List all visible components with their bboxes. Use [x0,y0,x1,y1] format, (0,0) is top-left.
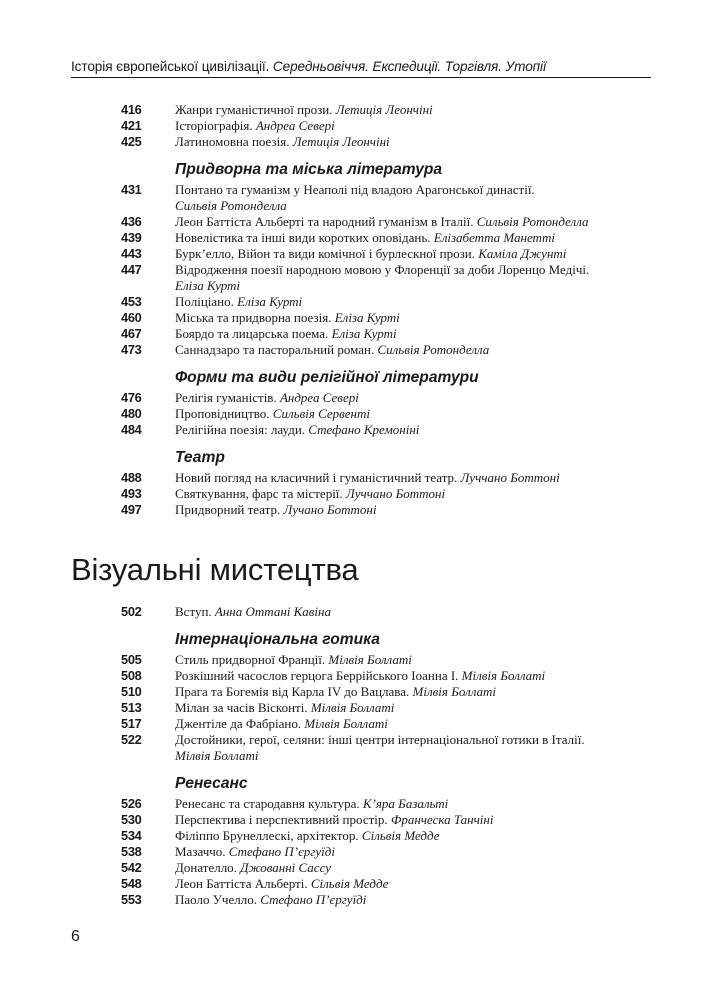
table-of-contents [0,102,702,908]
entry-title: Перспектива і перспективний простір. [175,812,391,827]
page-ref: 443 [121,246,142,261]
page-ref: 436 [121,214,142,229]
entry-author: Мілвія Боллаті [175,748,259,763]
page-ref: 416 [121,102,142,117]
page-ref: 467 [121,326,142,341]
entry-title: Новий погляд на класичний і гуманістичний театр. [175,470,461,485]
entry-title: Придворний театр. [175,502,284,517]
entry-author: Летиція Леончіні [292,134,390,149]
toc-entry [0,246,702,262]
page-ref: 480 [121,406,142,421]
entry-title: Міська та придворна поезія. [175,310,335,325]
toc-entry [0,406,702,422]
entry-title: Саннадзаро та пасторальний роман. [175,342,378,357]
entry-title: Боярдо та лицарська поема. [175,326,332,341]
section-heading: Ренесанс [175,775,248,792]
entry-title: Леон Баттіста Альберті. [175,876,311,891]
toc-entry [0,470,702,486]
toc-entry [0,604,702,620]
toc-entry [0,796,702,812]
entry-author: Луччано Боттоні [460,470,560,485]
section-heading: Форми та види релігійної літератури [175,369,479,386]
entry-title: Розкішний часослов герцога Беррійського Іоанна I. [175,668,462,683]
page-ref: 453 [121,294,142,309]
page-ref: 508 [121,668,142,683]
entry-author: Мілвія Боллаті [412,684,497,699]
page-number: 6 [71,928,80,945]
entry-title: Мазаччо. [175,844,229,859]
entry-title: Філіппо Брунеллескі, архітектор. [175,828,362,843]
chapter-heading: Візуальні мистецтва [71,552,359,587]
entry-title: Понтано та гуманізм у Неаполі під владою Арагонської династії. [175,182,535,197]
page-ref: 513 [121,700,142,715]
toc-entry [0,892,702,908]
page-ref: 431 [121,182,142,197]
entry-title: Леон Баттіста Альберті та народний гуманізм в Італії. [175,214,477,229]
page-ref: 493 [121,486,142,501]
page-ref: 476 [121,390,142,405]
entry-author: Сильвія Ротонделла [476,214,589,229]
toc-entry [0,182,702,214]
entry-author: Сильвія Сервенті [272,406,371,421]
entry-author: Еліза Курті [237,294,303,309]
entry-author: Андреа Севері [255,118,335,133]
entry-author: К’яра Базальті [362,796,449,811]
entry-author: Андреа Севері [279,390,359,405]
page-ref: 439 [121,230,142,245]
entry-title: Паоло Учелло. [175,892,261,907]
entry-author: Анна Оттані Кавіна [214,604,331,619]
toc-entry [0,502,702,518]
entry-title: Мілан за часів Вісконті. [175,700,311,715]
entry-author: Стефано П’єргуїді [228,844,335,859]
entry-author: Мілвія Боллаті [328,652,412,667]
section-heading: Придворна та міська література [175,161,443,178]
page-ref: 534 [121,828,142,843]
entry-title: Жанри гуманістичної прози. [175,102,336,117]
page-ref: 517 [121,716,142,731]
entry-author: Стефано Кремоніні [308,422,420,437]
entry-author: Сільвія Медде [361,828,440,843]
toc-entry [0,326,702,342]
page-ref: 447 [121,262,142,277]
entry-title: Прага та Богемія від Карла IV до Вацлава. [175,684,413,699]
entry-title: Стиль придворної Франції. [175,652,329,667]
volume-subtitle: Середньовіччя. Експедиції. Торгівля. Утопії [272,59,546,74]
page-ref: 510 [121,684,142,699]
header-rule [71,77,651,78]
page-ref: 505 [121,652,142,667]
entry-author: Еліза Курті [175,278,241,293]
toc-entry [0,422,702,438]
book-title: Історія європейської цивілізації. [71,59,273,74]
toc-entry [0,652,702,668]
entry-title: Релігія гуманістів. [175,390,280,405]
page-ref: 538 [121,844,142,859]
page-ref: 526 [121,796,142,811]
entry-title: Релігійна поезія: лауди. [175,422,309,437]
entry-author: Сільвія Медде [310,876,389,891]
page-ref: 421 [121,118,142,133]
entry-title: Поліціано. [175,294,238,309]
toc-entry [0,390,702,406]
toc-entry [0,876,702,892]
entry-author: Мілвія Боллаті [304,716,388,731]
entry-author: Сильвія Ротонделла [377,342,490,357]
toc-entry [0,860,702,876]
entry-title: Відродження поезії народною мовою у Флоренції за доби Лоренцо Медічі. [175,262,590,277]
entry-title: Проповідництво. [175,406,273,421]
toc-entry [0,310,702,326]
toc-entry [0,118,702,134]
entry-author: Каміла Джунті [478,246,567,261]
entry-title: Джентіле да Фабріано. [175,716,305,731]
entry-author: Стефано П’єргуїді [260,892,367,907]
toc-entry [0,294,702,310]
section-heading: Інтернаціональна готика [175,631,380,648]
page-ref: 425 [121,134,142,149]
toc-entry [0,134,702,150]
toc-entry [0,732,702,764]
page-ref: 548 [121,876,142,891]
entry-title: Вступ. [175,604,215,619]
entry-title: Історіографія. [175,118,256,133]
entry-title: Бурк’елло, Війон та види комічної і бурлескної прози. [175,246,479,261]
toc-entry [0,700,702,716]
page-ref: 553 [121,892,142,907]
entry-title: Новелістика та інші види коротких оповідань. [175,230,434,245]
entry-author: Франческа Танчіні [390,812,494,827]
page-ref: 488 [121,470,142,485]
page-ref: 473 [121,342,142,357]
entry-author: Еліза Курті [334,310,400,325]
toc-entry [0,844,702,860]
entry-author: Луччано Боттоні [345,486,446,501]
page-ref: 542 [121,860,142,875]
page-ref: 522 [121,732,142,747]
toc-entry [0,214,702,230]
entry-author: Сильвія Ротонделла [175,198,287,213]
section-heading: Театр [175,449,225,466]
entry-title: Ренесанс та стародавня культура. [175,796,363,811]
page-ref: 502 [121,604,142,619]
toc-entry [0,668,702,684]
page-ref: 530 [121,812,142,827]
entry-author: Лучано Боттоні [283,502,377,517]
toc-entry [0,230,702,246]
entry-title: Латиномовна поезія. [175,134,293,149]
entry-title: Святкування, фарс та містерії. [175,486,346,501]
toc-entry [0,828,702,844]
toc-entry [0,486,702,502]
toc-entry [0,684,702,700]
entry-author: Джованні Сассу [240,860,332,875]
toc-entry [0,716,702,732]
entry-author: Мілвія Боллаті [310,700,395,715]
toc-entry [0,102,702,118]
page-ref: 484 [121,422,142,437]
entry-author: Еліза Курті [331,326,397,341]
page-ref: 460 [121,310,142,325]
entry-author: Елізабетта Манетті [433,230,555,245]
entry-title: Донателло. [175,860,241,875]
toc-entry [0,262,702,294]
toc-entry [0,342,702,358]
entry-author: Летиція Леончіні [335,102,433,117]
entry-title: Достойники, герої, селяни: інші центри інтернаціональної готики в Італії. [175,732,585,747]
page-ref: 497 [121,502,142,517]
running-header [71,59,651,74]
entry-author: Мілвія Боллаті [461,668,546,683]
toc-entry [0,812,702,828]
